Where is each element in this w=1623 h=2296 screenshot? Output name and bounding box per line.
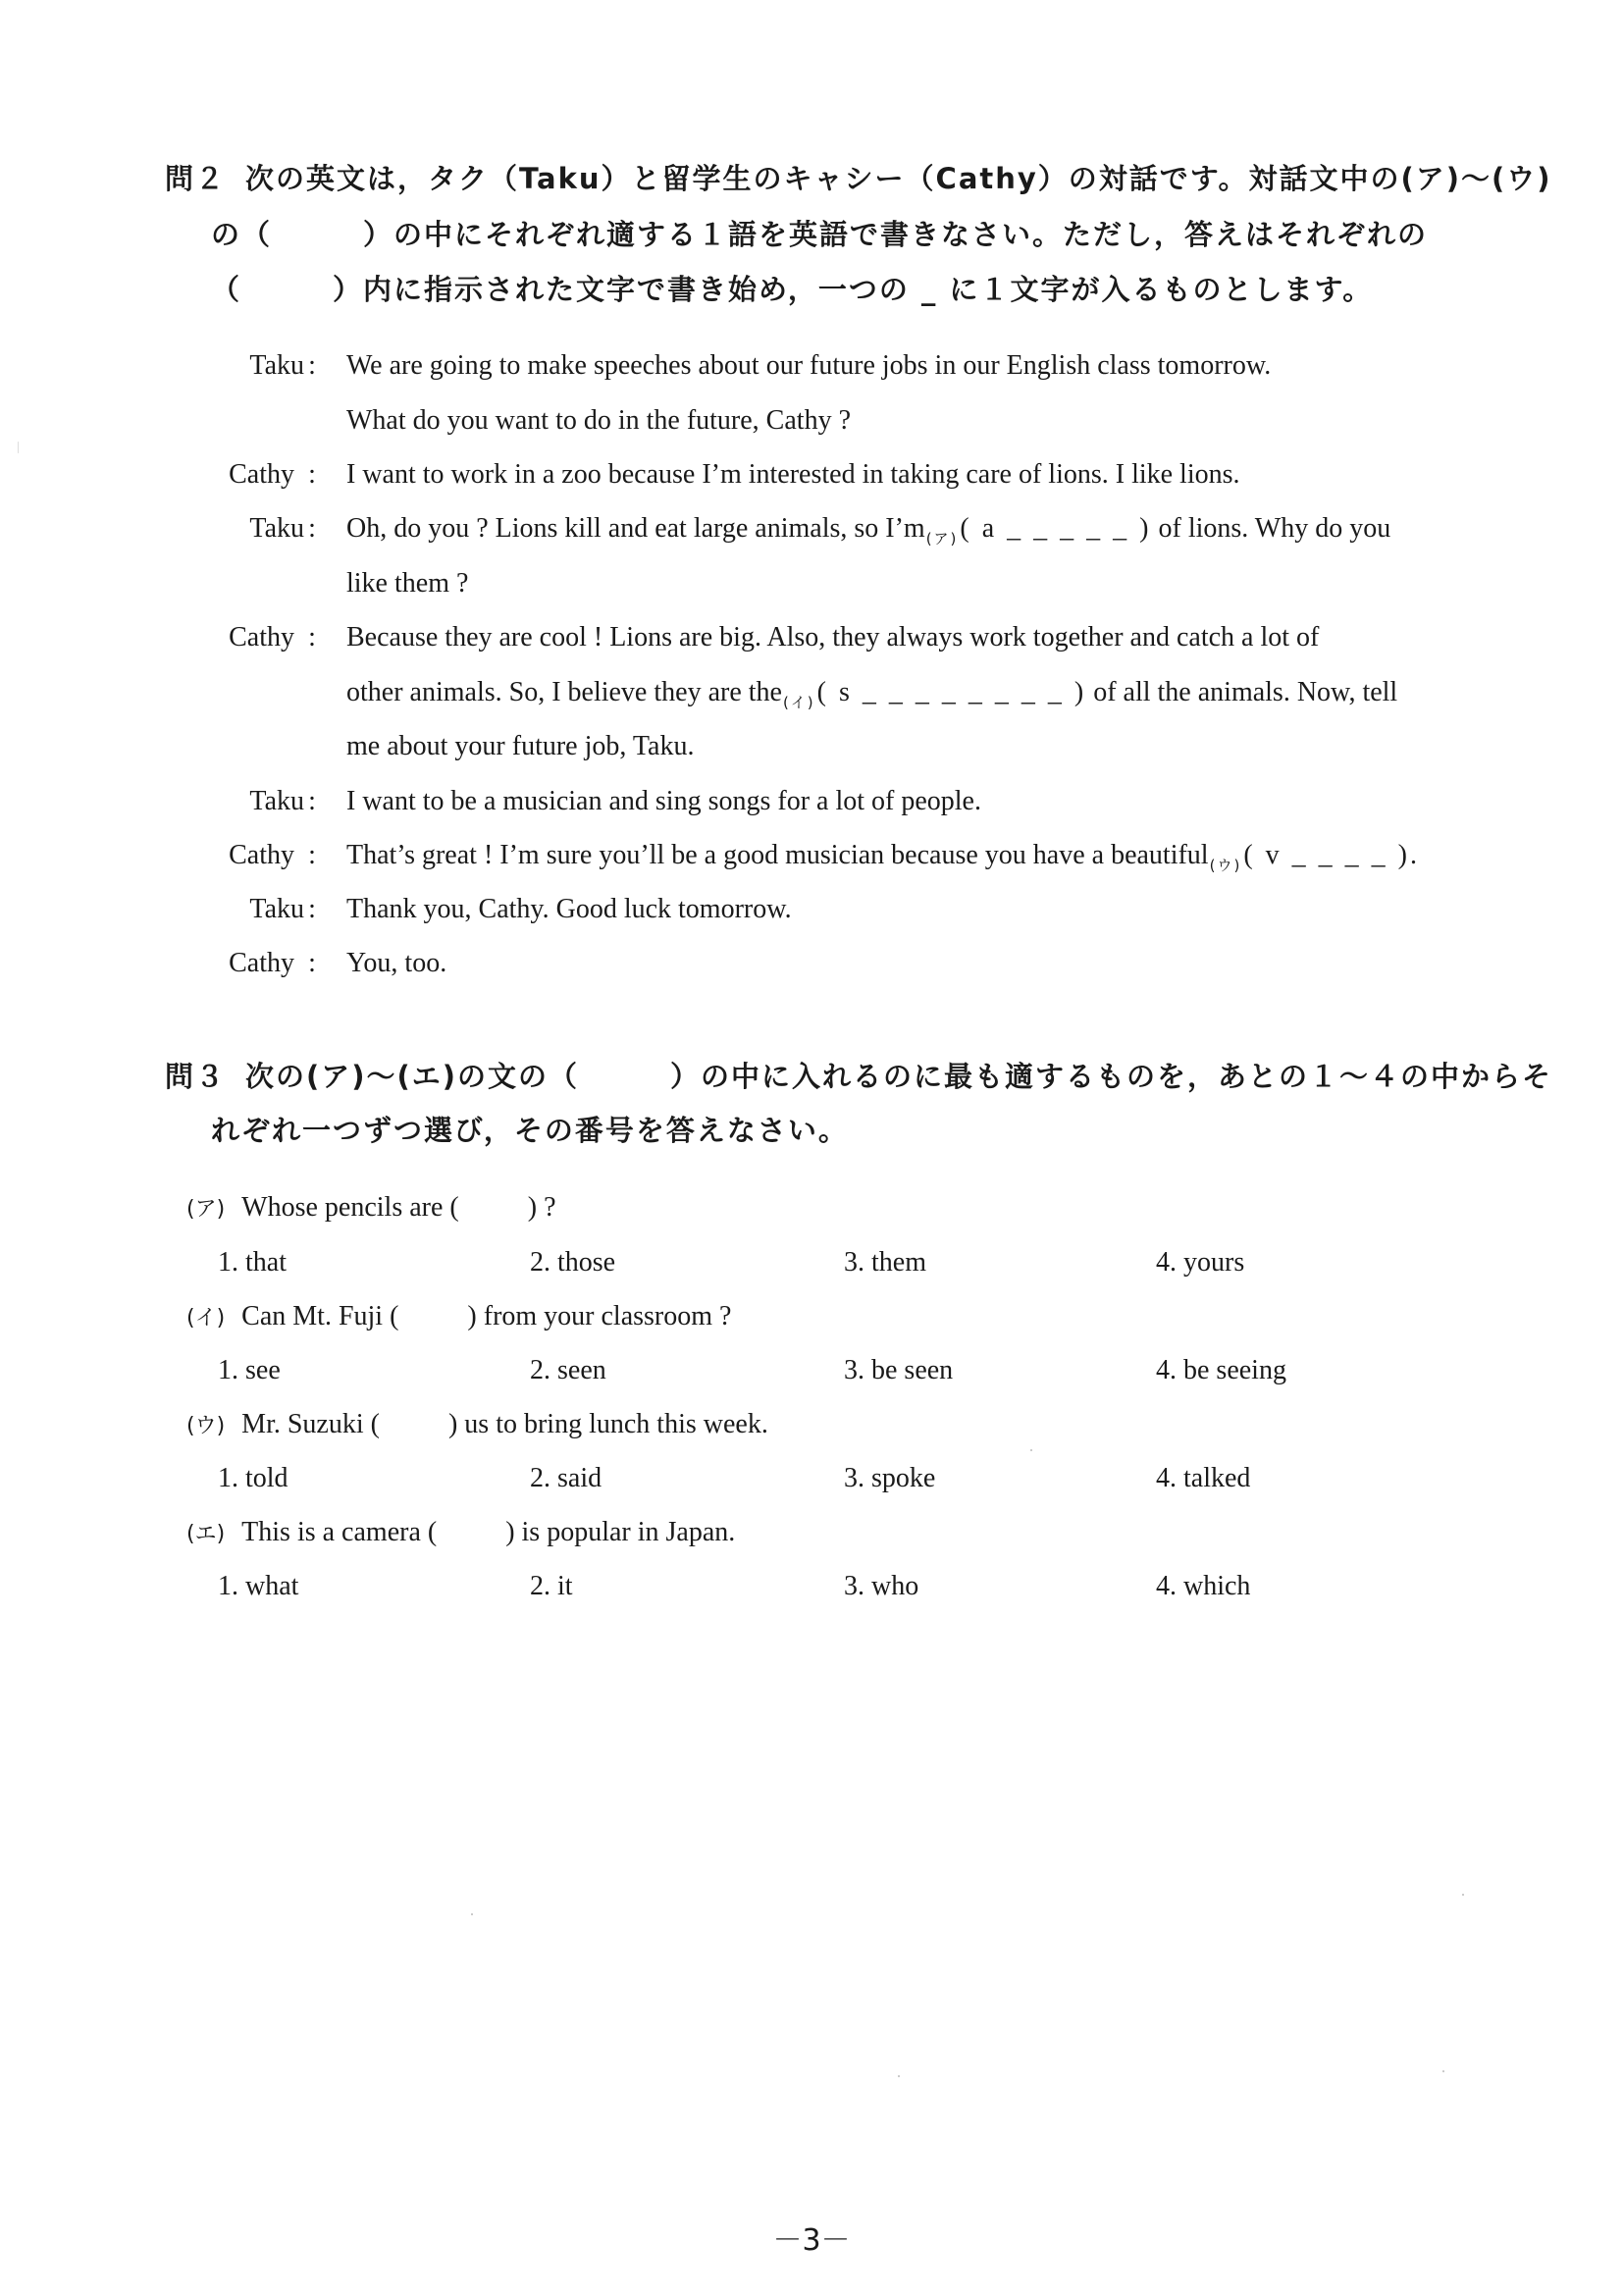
answer-blank-i: ( s _ _ _ _ _ _ _ _ ) [816, 677, 1087, 707]
option: 3. be seen [844, 1355, 954, 1385]
colon: : [308, 513, 316, 544]
answer-blank-a: ( a _ _ _ _ _ ) [960, 513, 1152, 544]
colon: : [308, 786, 316, 816]
option: 3. them [844, 1247, 926, 1278]
speaker-name: Taku [249, 513, 304, 544]
q2-number: 問２ [165, 162, 227, 195]
option: 2. said [530, 1463, 602, 1493]
dialogue-line: like them ? [346, 568, 469, 599]
option: 4. talked [1156, 1463, 1251, 1493]
option: 4. be seeing [1156, 1355, 1286, 1385]
q3-item-a: (ア) Whose pencils are ( ) ? [186, 1192, 556, 1223]
scan-speck [471, 1913, 473, 1915]
dialogue-line: other animals. So, I believe they are the$_{(イ)}$( s _ _ _ _ _ _ _ _ ) of all the animals. Now, tell [346, 677, 1398, 711]
scan-speck [1442, 2070, 1444, 2072]
dialogue-line: Thank you, Cathy. Good luck tomorrow. [346, 894, 792, 924]
blank-label-u: (ウ) [1209, 857, 1242, 874]
scan-speck [1030, 1449, 1032, 1451]
dialogue-line: me about your future job, Taku. [346, 731, 695, 761]
scan-speck [898, 2075, 900, 2077]
q2-instruction-line-2: の（ ）の中にそれぞれ適する１語を英語で書きなさい。ただし，答えはそれぞれの [211, 218, 1429, 251]
item-label: (エ) [186, 1522, 226, 1546]
q3-item-e: (エ) This is a camera ( ) is popular in Japan. [186, 1517, 736, 1547]
option: 2. it [530, 1571, 573, 1601]
colon: : [308, 894, 316, 924]
q3-instruction-line-2: れぞれ一つずつ選び，その番号を答えなさい。 [211, 1114, 849, 1147]
scan-speck [18, 442, 19, 453]
speaker-name: Taku [249, 786, 304, 816]
dialogue-line: You, too. [346, 948, 447, 978]
option: 1. what [218, 1571, 299, 1601]
option: 1. told [218, 1463, 288, 1493]
colon: : [308, 459, 316, 490]
dialogue-line: Oh, do you ? Lions kill and eat large animals, so $I’m_{(ア)}$( a _ _ _ _ _ ) of lions. Why do you [346, 513, 1391, 548]
item-label: (ア) [186, 1197, 226, 1222]
item-label: (イ) [186, 1306, 226, 1331]
option: 2. those [530, 1247, 616, 1278]
blank-label-a: (ア) [925, 530, 959, 548]
dialogue-line: I want to be a musician and sing songs for a lot of people. [346, 786, 981, 816]
speaker-name: Cathy [229, 622, 294, 652]
q2-instruction-line-3: （ ）内に指示された文字で書き始め，一つの _ に１文字が入るものとします。 [211, 273, 1374, 306]
option: 3. spoke [844, 1463, 936, 1493]
speaker-name: Cathy [229, 948, 294, 978]
item-label: (ウ) [186, 1414, 226, 1438]
scan-speck [1462, 1894, 1464, 1896]
q3-number: 問３ [165, 1060, 227, 1093]
speaker-name: Cathy [229, 459, 294, 490]
dialogue-line: I want to work in a zoo because I’m interested in taking care of lions. I like lions. [346, 459, 1240, 490]
speaker-name: Taku [249, 894, 304, 924]
colon: : [308, 622, 316, 652]
option: 3. who [844, 1571, 919, 1601]
dialogue-line: What do you want to do in the future, Cathy ? [346, 405, 851, 436]
colon: : [308, 350, 316, 381]
option: 1. that [218, 1247, 287, 1278]
speaker-name: Cathy [229, 840, 294, 870]
q2-instruction-line-1: 問２ 次の英文は，タク（Taku）と留学生のキャシー（Cathy）の対話です。対話文中の(ア)〜(ウ) [165, 157, 1552, 197]
colon: : [308, 840, 316, 870]
speaker-name: Taku [249, 350, 304, 381]
option: 4. yours [1156, 1247, 1245, 1278]
colon: : [308, 948, 316, 978]
option: 1. see [218, 1355, 281, 1385]
answer-blank-u: ( v _ _ _ _ ). [1243, 840, 1420, 870]
option: 2. seen [530, 1355, 606, 1385]
q3-item-u: (ウ) Mr. Suzuki ( ) us to bring lunch this week. [186, 1409, 768, 1439]
dialogue-line: Because they are cool ! Lions are big. Also, they always work together and catch a lot of [346, 622, 1320, 652]
page-number: －3－ [772, 2223, 851, 2258]
dialogue-line: We are going to make speeches about our future jobs in our English class tomorrow. [346, 350, 1272, 381]
q3-instruction-line-1: 問３ 次の(ア)〜(エ)の文の（ ）の中に入れるのに最も適するものを，あとの１〜４の中からそ [165, 1055, 1552, 1095]
dialogue-line: That’s great ! I’m sure you’ll be a good musician because you have a beautiful$_{(ウ)}$( v _ _ _ _ ). [346, 840, 1420, 874]
option: 4. which [1156, 1571, 1251, 1601]
q3-item-i: (イ) Can Mt. Fuji ( ) from your classroom ? [186, 1301, 732, 1331]
blank-label-i: (イ) [782, 694, 815, 711]
